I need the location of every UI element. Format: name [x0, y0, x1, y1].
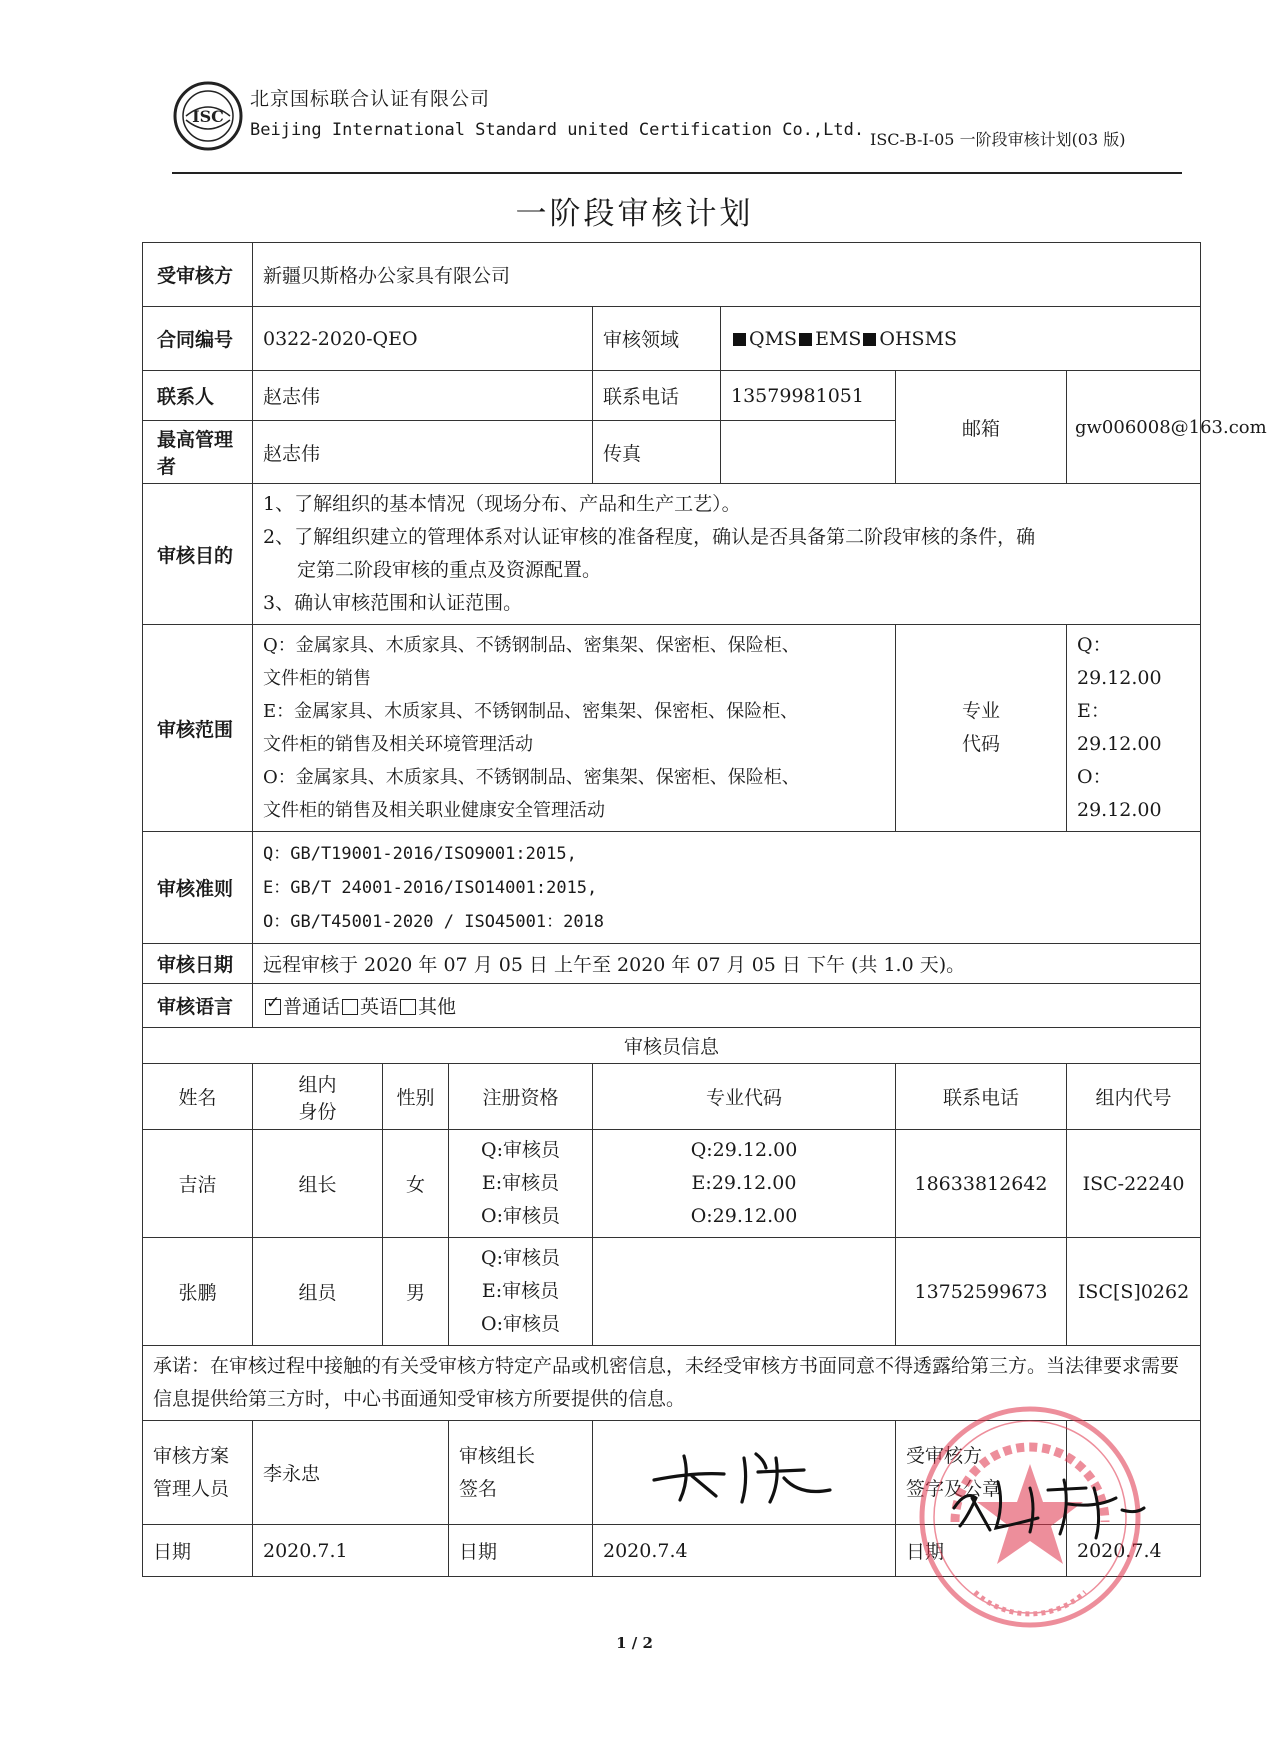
- form-number: ISC-B-I-05 一阶段审核计划(03 版): [870, 130, 1126, 149]
- criteria-content: [253, 832, 1201, 944]
- scope-code-label-1: 专业: [961, 700, 1000, 722]
- auditor-header-row: [143, 1064, 1201, 1130]
- phone-label: 联系电话: [593, 371, 721, 421]
- plan-manager-label-2: 管理人员: [153, 1477, 230, 1500]
- purpose-line: 1、了解组织的基本情况（现场分布、产品和生产工艺）。: [263, 493, 741, 515]
- page-number: 1 / 2: [616, 1634, 653, 1652]
- language-label: 审核语言: [143, 984, 253, 1028]
- auditor-code: O:29.12.00: [690, 1205, 798, 1227]
- contact-value: 赵志伟: [253, 371, 593, 421]
- leader-signature: [593, 1421, 896, 1525]
- checked-box-icon: [863, 333, 876, 346]
- row-date: [143, 944, 1201, 984]
- checkbox-icon: [400, 999, 416, 1015]
- auditor-id: ISC-22240: [1067, 1130, 1201, 1238]
- contact-label: 联系人: [143, 371, 253, 421]
- date-value: 远程审核于 2020 年 07 月 05 日 上午至 2020 年 07 月 05 日 下午 (共 1.0 天)。: [253, 944, 1201, 984]
- scope-code: O：29.12.00: [1077, 766, 1162, 821]
- fax-value: [721, 421, 896, 484]
- contract-value: 0322-2020-QEO: [253, 307, 593, 371]
- auditor-gender: 男: [383, 1238, 449, 1346]
- purpose-line: 2、了解组织建立的管理体系对认证审核的准备程度，确认是否具备第二阶段审核的条件，确: [263, 526, 1036, 548]
- logo-text: ISC: [192, 107, 224, 126]
- checkbox-checked-icon: [265, 999, 281, 1015]
- header-qualification: 注册资格: [449, 1064, 593, 1130]
- purpose-content: [253, 484, 1201, 625]
- handwritten-signature-icon: [644, 1438, 844, 1508]
- row-contact: [143, 371, 1201, 421]
- auditee-signature-icon: [946, 1468, 1156, 1543]
- auditor-phone: 13752599673: [896, 1238, 1067, 1346]
- company-name-en: Beijing International Standard united Certification Co.,Ltd.: [250, 120, 865, 140]
- field-ohsms: OHSMS: [879, 327, 958, 350]
- auditor-id: ISC[S]0262: [1067, 1238, 1201, 1346]
- auditor-code: Q:29.12.00: [690, 1139, 798, 1161]
- auditor-codes: [593, 1130, 896, 1238]
- scope-line: 文件柜的销售及相关职业健康安全管理活动: [263, 800, 605, 821]
- header-role-1: 组内: [298, 1073, 337, 1096]
- criteria-label: 审核准则: [143, 832, 253, 944]
- scope-code-label-2: 代码: [961, 733, 1000, 755]
- header-role-2: 身份: [298, 1100, 337, 1123]
- audit-field-label: 审核领域: [593, 307, 721, 371]
- auditee-sign-label-2: 签字及公章: [906, 1477, 1002, 1500]
- criteria-line: Q：GB/T19001-2016/ISO9001:2015,: [263, 843, 577, 864]
- date-label: 审核日期: [143, 944, 253, 984]
- auditor-row: [143, 1130, 1201, 1238]
- auditee-value: 新疆贝斯格办公家具有限公司: [253, 243, 1201, 307]
- row-language: [143, 984, 1201, 1028]
- qualification: O:审核员: [481, 1313, 560, 1335]
- auditor-code: E:29.12.00: [691, 1172, 797, 1194]
- commitment-text: 承诺：在审核过程中接触的有关受审核方特定产品或机密信息，未经受审核方书面同意不得透露给第三方。当法律要求需要信息提供给第三方时，中心书面通知受审核方所要提供的信息。: [143, 1346, 1201, 1421]
- qualification: O:审核员: [481, 1205, 560, 1227]
- audit-plan-table: [142, 242, 1267, 1577]
- company-name-cn: 北京国标联合认证有限公司: [250, 88, 491, 110]
- manager-label: 最高管理者: [143, 421, 253, 484]
- auditor-row: [143, 1238, 1201, 1346]
- auditor-name: 吉洁: [143, 1130, 253, 1238]
- header-phone: 联系电话: [896, 1064, 1067, 1130]
- date-value-3: 2020.7.4: [1067, 1525, 1201, 1577]
- plan-manager-value: 李永忠: [253, 1421, 449, 1525]
- language-option: 英语: [360, 996, 399, 1018]
- scope-label: 审核范围: [143, 625, 253, 832]
- manager-value: 赵志伟: [253, 421, 593, 484]
- checked-box-icon: [733, 333, 746, 346]
- scope-codes: [1067, 625, 1201, 832]
- checkbox-icon: [342, 999, 358, 1015]
- language-option: 普通话: [283, 996, 341, 1018]
- header-code: 专业代码: [593, 1064, 896, 1130]
- scope-line: Q：金属家具、木质家具、不锈钢制品、密集架、保密柜、保险柜、: [263, 635, 800, 656]
- row-purpose: [143, 484, 1201, 625]
- auditor-phone: 18633812642: [896, 1130, 1067, 1238]
- auditor-codes: [593, 1238, 896, 1346]
- row-scope: [143, 625, 1201, 832]
- field-ems: EMS: [815, 327, 862, 350]
- email-label: 邮箱: [896, 371, 1067, 484]
- header-role: [253, 1064, 383, 1130]
- scope-code-label: [896, 625, 1067, 832]
- page-title: 一阶段审核计划: [515, 196, 754, 232]
- purpose-label: 审核目的: [143, 484, 253, 625]
- plan-manager-label: [143, 1421, 253, 1525]
- isc-logo-icon: [172, 80, 244, 152]
- qualification: E:审核员: [481, 1172, 560, 1194]
- header-divider: [172, 172, 1182, 174]
- auditor-section-title: 审核员信息: [143, 1028, 1201, 1064]
- date-value-1: 2020.7.1: [253, 1525, 449, 1577]
- plan-manager-label-1: 审核方案: [153, 1444, 230, 1467]
- header-gender: 性别: [383, 1064, 449, 1130]
- purpose-line: 定第二阶段审核的重点及资源配置。: [297, 559, 602, 581]
- date-value-2: 2020.7.4: [593, 1525, 896, 1577]
- audit-field-value: [721, 307, 1201, 371]
- document-header: [172, 78, 1172, 158]
- auditor-qualifications: [449, 1130, 593, 1238]
- row-auditor-title: [143, 1028, 1201, 1064]
- date-label-3: 日期: [896, 1525, 1067, 1577]
- date-label-2: 日期: [449, 1525, 593, 1577]
- criteria-line: O：GB/T45001-2020 / ISO45001：2018: [263, 911, 605, 932]
- criteria-line: E：GB/T 24001-2016/ISO14001:2015,: [263, 877, 598, 898]
- contract-label: 合同编号: [143, 307, 253, 371]
- scope-code: E：29.12.00: [1077, 700, 1162, 755]
- scope-content: [253, 625, 896, 832]
- scope-line: 文件柜的销售及相关环境管理活动: [263, 734, 533, 755]
- row-contract: [143, 307, 1201, 371]
- header-id: 组内代号: [1067, 1064, 1201, 1130]
- auditee-sign-label-1: 受审核方: [906, 1444, 983, 1467]
- scope-line: O：金属家具、木质家具、不锈钢制品、密集架、保密柜、保险柜、: [263, 767, 800, 788]
- scope-code: Q：29.12.00: [1077, 634, 1162, 689]
- scope-line: E：金属家具、木质家具、不锈钢制品、密集架、保密柜、保险柜、: [263, 701, 799, 722]
- leader-sign-label: [449, 1421, 593, 1525]
- auditor-role: 组长: [253, 1130, 383, 1238]
- row-auditee: [143, 243, 1201, 307]
- auditor-qualifications: [449, 1238, 593, 1346]
- field-qms: QMS: [749, 327, 798, 350]
- auditee-label: 受审核方: [143, 243, 253, 307]
- email-value: gw006008@163.com: [1067, 371, 1201, 484]
- date-label-1: 日期: [143, 1525, 253, 1577]
- leader-sign-label-1: 审核组长: [459, 1444, 536, 1467]
- phone-value: 13579981051: [721, 371, 896, 421]
- qualification: Q:审核员: [481, 1139, 560, 1161]
- fax-label: 传真: [593, 421, 721, 484]
- row-criteria: [143, 832, 1201, 944]
- auditor-gender: 女: [383, 1130, 449, 1238]
- qualification: E:审核员: [481, 1280, 560, 1302]
- qualification: Q:审核员: [481, 1247, 560, 1269]
- purpose-line: 3、确认审核范围和认证范围。: [263, 592, 523, 614]
- language-options: [253, 984, 1201, 1028]
- language-option: 其他: [418, 996, 457, 1018]
- leader-sign-label-2: 签名: [459, 1477, 498, 1500]
- auditor-name: 张鹏: [143, 1238, 253, 1346]
- header-name: 姓名: [143, 1064, 253, 1130]
- auditor-role: 组员: [253, 1238, 383, 1346]
- scope-line: 文件柜的销售: [263, 668, 371, 689]
- checked-box-icon: [799, 333, 812, 346]
